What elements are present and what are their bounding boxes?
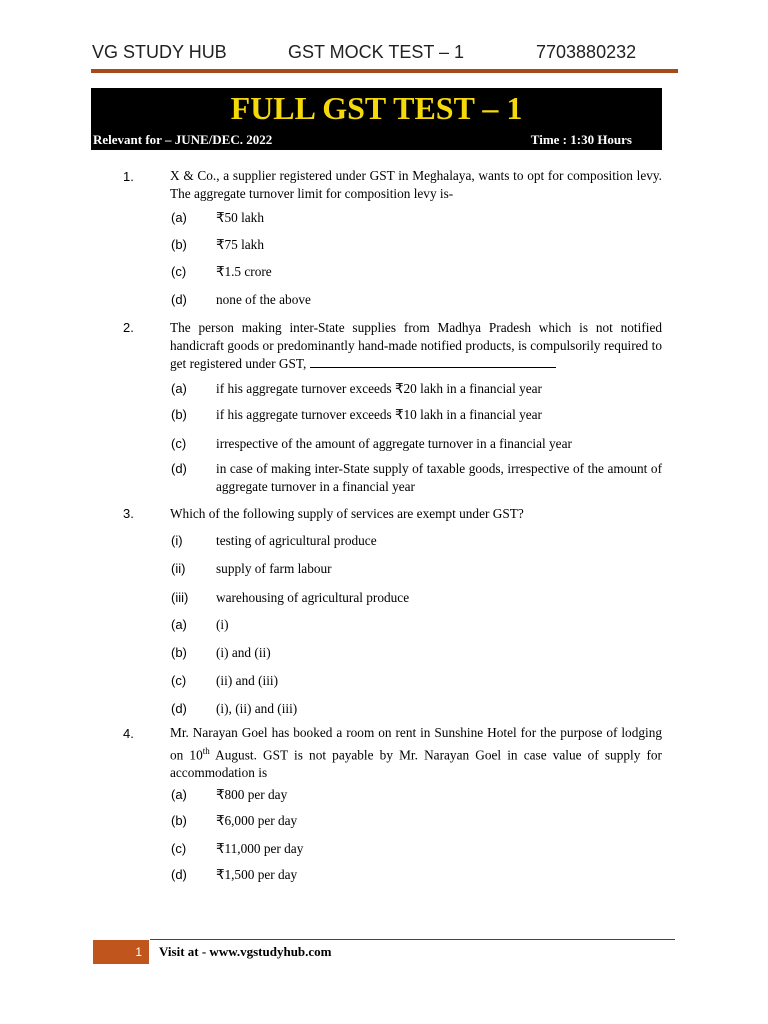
option-text: (i) bbox=[216, 617, 229, 632]
page-number-box bbox=[93, 940, 149, 964]
option-label: (d) bbox=[171, 701, 187, 716]
item-text: testing of agricultural produce bbox=[216, 533, 377, 548]
test-time: Time : 1:30 Hours bbox=[530, 132, 632, 147]
option-text: if his aggregate turnover exceeds ₹10 lakh in a financial year bbox=[216, 407, 542, 422]
option-text: ₹6,000 per day bbox=[216, 813, 298, 828]
option-label: (b) bbox=[171, 645, 187, 660]
superscript: th bbox=[202, 746, 210, 756]
item-text: supply of farm labour bbox=[216, 561, 332, 576]
header-divider bbox=[91, 69, 678, 73]
option-label: (c) bbox=[171, 673, 187, 688]
option-text: ₹75 lakh bbox=[216, 237, 264, 252]
question-text-part: August. GST is not payable by Mr. Narayan Goel in case value of supply for accommodation is bbox=[170, 747, 662, 781]
option-text: (ii) and (iii) bbox=[216, 673, 279, 688]
question-text-part: Mr. Narayan Goel has booked a room on rent in Sunshine Hotel for the purpose of lodging on 10 bbox=[170, 725, 662, 763]
option-text: ₹50 lakh bbox=[216, 210, 264, 225]
answer-blank bbox=[310, 355, 556, 368]
page-title: FULL GST TEST – 1 bbox=[230, 90, 523, 126]
question-text: Which of the following supply of services are exempt under GST? bbox=[170, 506, 524, 521]
option-text: ₹1,500 per day bbox=[216, 867, 298, 882]
item-text: warehousing of agricultural produce bbox=[216, 590, 410, 605]
item-label: (i) bbox=[171, 533, 183, 548]
option-label: (d) bbox=[171, 292, 187, 307]
question-number: 1. bbox=[123, 169, 134, 184]
option-label: (b) bbox=[171, 237, 187, 252]
question-text bbox=[170, 724, 662, 782]
page-number: 1 bbox=[135, 945, 142, 959]
option-text: (i), (ii) and (iii) bbox=[216, 701, 298, 716]
option-label: (a) bbox=[171, 787, 187, 802]
item-label: (iii) bbox=[171, 590, 189, 605]
option-label: (c) bbox=[171, 841, 187, 856]
option-label: (a) bbox=[171, 381, 187, 396]
item-label: (ii) bbox=[171, 561, 186, 576]
question-text bbox=[170, 319, 662, 373]
option-text: ₹800 per day bbox=[216, 787, 288, 802]
option-label: (d) bbox=[171, 461, 187, 476]
option-label: (c) bbox=[171, 264, 187, 279]
option-label: (a) bbox=[171, 617, 187, 632]
option-text: ₹11,000 per day bbox=[216, 841, 304, 856]
option-label: (c) bbox=[171, 436, 187, 451]
option-text: irrespective of the amount of aggregate turnover in a financial year bbox=[216, 436, 572, 451]
footer-divider bbox=[150, 939, 675, 940]
footer-link[interactable]: Visit at - www.vgstudyhub.com bbox=[159, 944, 332, 959]
option-text: if his aggregate turnover exceeds ₹20 lakh in a financial year bbox=[216, 381, 542, 396]
question-text-content: The person making inter-State supplies from Madhya Pradesh which is not notified handicraft goods or predominantly hand-made notified products, is compulsorily required to get registered under GST, bbox=[170, 320, 662, 371]
question-text: X & Co., a supplier registered under GST in Meghalaya, wants to opt for composition levy. The aggregate turnover limit for composition levy is- bbox=[170, 168, 662, 201]
header-center: GST MOCK TEST – 1 bbox=[288, 42, 465, 62]
question-number: 4. bbox=[123, 726, 134, 741]
option-label: (b) bbox=[171, 407, 187, 422]
header-left: VG STUDY HUB bbox=[92, 42, 227, 62]
question-number: 3. bbox=[123, 506, 134, 521]
option-text: none of the above bbox=[216, 292, 311, 307]
question-number: 2. bbox=[123, 320, 134, 335]
title-banner bbox=[91, 88, 662, 150]
option-label: (d) bbox=[171, 867, 187, 882]
option-text: (i) and (ii) bbox=[216, 645, 271, 660]
header-right: 7703880232 bbox=[536, 42, 637, 62]
option-text: ₹1.5 crore bbox=[216, 264, 272, 279]
relevant-for: Relevant for – JUNE/DEC. 2022 bbox=[93, 132, 273, 147]
option-label: (b) bbox=[171, 813, 187, 828]
option-text: in case of making inter-State supply of taxable goods, irrespective of the amount of aggregate turnover in a financial year bbox=[216, 461, 662, 494]
option-label: (a) bbox=[171, 210, 187, 225]
